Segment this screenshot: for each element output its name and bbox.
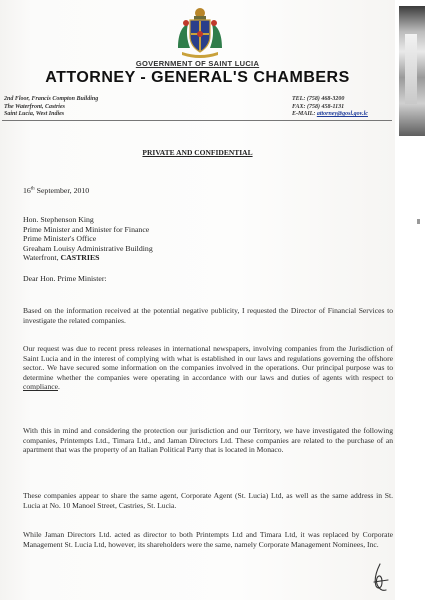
- body-paragraph-3: With this in mind and considering the protection our jurisdiction and our Territory, we have investigated the following companies, Printempts Ltd., Timara Ltd., and Jaman Directors Ltd. These companies are related to the purchase of an apartment that was the property of an Italian Political Party that is located in Monaco.: [23, 426, 393, 455]
- letter-date: [23, 186, 89, 195]
- recipient-line: Greaham Louisy Administrative Building: [23, 243, 153, 253]
- email-line: [292, 111, 368, 119]
- fax: FAX: (758) 458-1131: [292, 103, 345, 110]
- date-rest: September, 2010: [34, 186, 90, 195]
- paragraph-2-underlined: compliance: [23, 382, 58, 392]
- body-paragraph-2: [23, 344, 393, 392]
- salutation: Dear Hon. Prime Minister:: [23, 274, 107, 283]
- office-title: ATTORNEY - GENERAL'S CHAMBERS: [45, 69, 350, 86]
- email-link[interactable]: attorney@gosl.gov.lc: [316, 111, 368, 117]
- recipient-city: CASTRIES: [60, 253, 100, 263]
- coat-of-arms-icon: [172, 4, 228, 60]
- body-paragraph-5: While Jaman Directors Ltd. acted as director to both Printempts Ltd and Timara Ltd, it was replaced by Corporate Management St. Lucia Ltd, however, its shareholders were the same, namely Corporate Management Nominees, Inc.: [23, 530, 393, 549]
- recipient-street: Waterfront,: [23, 253, 61, 263]
- date-suffix: th: [30, 186, 35, 192]
- background-photo-edge: [395, 0, 425, 600]
- letterhead-divider: [2, 120, 392, 121]
- office-address: [4, 96, 98, 119]
- recipient-block: [23, 215, 153, 263]
- address-line: The Waterfront, Castries: [4, 103, 65, 110]
- government-name: GOVERNMENT OF SAINT LUCIA: [135, 59, 260, 68]
- edge-mark: [417, 219, 420, 224]
- recipient-line: Prime Minister and Minister for Finance: [23, 224, 150, 234]
- photo-strip: [399, 6, 425, 136]
- email-label: E-MAIL:: [292, 111, 316, 117]
- telephone: TEL: (758) 468-3200: [292, 96, 345, 102]
- contact-details: [292, 96, 368, 119]
- recipient-line: [23, 253, 153, 263]
- recipient-line: Hon. Stephenson King: [23, 215, 94, 224]
- paragraph-2-text: Our request was due to recent press releases in international newspapers, involving companies from the Jurisdiction of Saint Lucia and in the interest of complying with what is established in our laws and regulations governing the offshore sector.. We have secured some information on the companies involved in the operations. Our principal purpose was to determine whether the companies were operating in accordance with our laws and duties of agents with respect to: [23, 344, 393, 382]
- address-line: Saint Lucia, West Indies: [4, 111, 65, 117]
- body-paragraph-4: These companies appear to share the same agent, Corporate Agent (St. Lucia) Ltd, as well as the same address in St. Lucia at No. 10 Manoel Street, Castries, St. Lucia.: [23, 491, 393, 510]
- address-line: 2nd Floor, Francis Compton Building: [4, 96, 99, 102]
- paragraph-2-end: .: [58, 382, 60, 392]
- body-paragraph-1: Based on the information received at the potential negative publicity, I requested the Director of Financial Services to investigate the related companies.: [23, 306, 393, 325]
- date-day: 16: [23, 186, 31, 195]
- recipient-line: Prime Minister's Office: [23, 234, 97, 244]
- signature-initials-icon: [370, 562, 392, 594]
- confidential-heading: PRIVATE AND CONFIDENTIAL: [142, 148, 253, 157]
